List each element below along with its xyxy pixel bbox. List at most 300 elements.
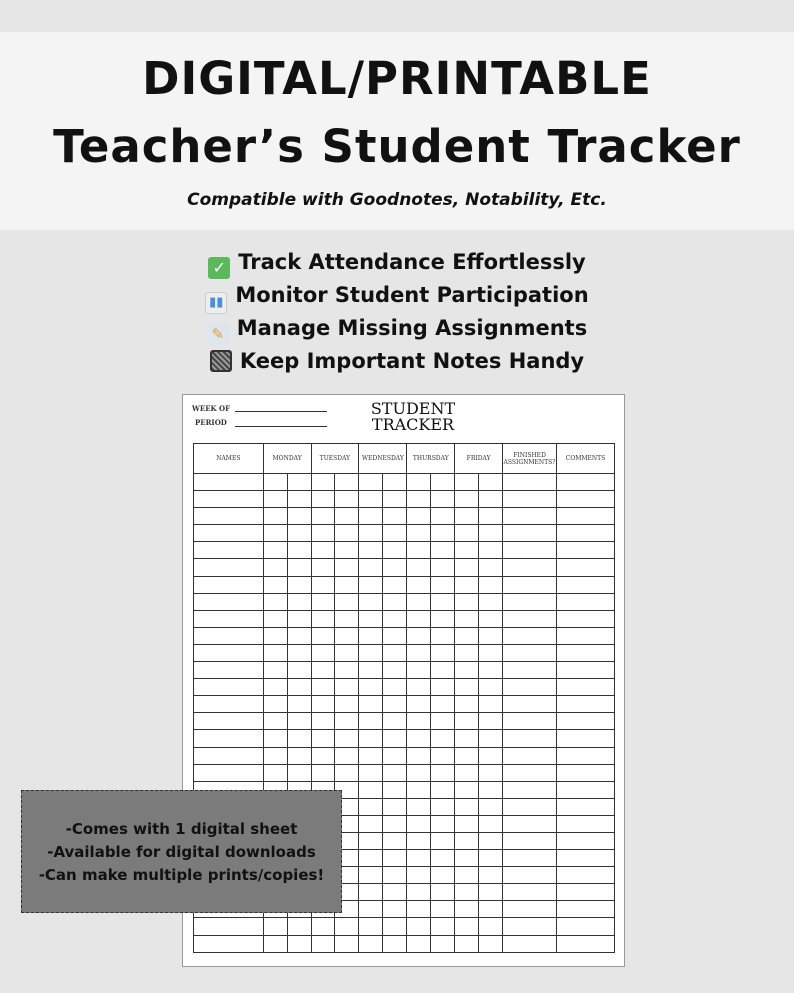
table-cell[interactable] — [479, 576, 503, 593]
table-cell[interactable] — [431, 508, 455, 525]
table-cell[interactable] — [557, 679, 615, 696]
table-cell[interactable] — [431, 935, 455, 952]
table-cell[interactable] — [335, 627, 359, 644]
table-cell[interactable] — [407, 679, 431, 696]
table-cell[interactable] — [263, 730, 287, 747]
table-cell[interactable] — [335, 918, 359, 935]
table-cell[interactable] — [287, 679, 311, 696]
table-cell[interactable] — [407, 593, 431, 610]
table-cell[interactable] — [431, 884, 455, 901]
table-cell[interactable] — [455, 474, 479, 491]
table-cell[interactable] — [455, 730, 479, 747]
table-cell[interactable] — [335, 644, 359, 661]
table-cell[interactable] — [479, 491, 503, 508]
table-cell[interactable] — [263, 593, 287, 610]
table-cell[interactable] — [359, 593, 383, 610]
table-cell[interactable] — [407, 474, 431, 491]
table-cell[interactable] — [287, 730, 311, 747]
table-cell[interactable] — [431, 627, 455, 644]
table-cell[interactable] — [431, 850, 455, 867]
table-cell[interactable] — [383, 679, 407, 696]
table-cell[interactable] — [287, 610, 311, 627]
table-cell[interactable] — [407, 867, 431, 884]
table-cell[interactable] — [431, 764, 455, 781]
table-cell[interactable] — [479, 901, 503, 918]
table-cell[interactable] — [383, 747, 407, 764]
table-cell[interactable] — [431, 713, 455, 730]
table-cell[interactable] — [383, 610, 407, 627]
table-cell[interactable] — [194, 491, 264, 508]
table-cell[interactable] — [335, 542, 359, 559]
table-cell[interactable] — [194, 627, 264, 644]
table-cell[interactable] — [311, 764, 335, 781]
table-cell[interactable] — [503, 559, 557, 576]
table-cell[interactable] — [194, 508, 264, 525]
table-cell[interactable] — [407, 781, 431, 798]
table-cell[interactable] — [455, 815, 479, 832]
table-cell[interactable] — [431, 644, 455, 661]
table-cell[interactable] — [194, 662, 264, 679]
table-cell[interactable] — [287, 764, 311, 781]
table-cell[interactable] — [455, 644, 479, 661]
table-cell[interactable] — [359, 918, 383, 935]
table-cell[interactable] — [479, 627, 503, 644]
table-cell[interactable] — [503, 781, 557, 798]
table-cell[interactable] — [557, 781, 615, 798]
table-cell[interactable] — [503, 764, 557, 781]
table-cell[interactable] — [479, 696, 503, 713]
table-cell[interactable] — [383, 832, 407, 849]
table-cell[interactable] — [383, 474, 407, 491]
table-cell[interactable] — [557, 610, 615, 627]
table-cell[interactable] — [503, 525, 557, 542]
table-cell[interactable] — [407, 884, 431, 901]
table-cell[interactable] — [359, 474, 383, 491]
table-cell[interactable] — [407, 696, 431, 713]
table-cell[interactable] — [557, 832, 615, 849]
table-cell[interactable] — [503, 884, 557, 901]
table-cell[interactable] — [359, 679, 383, 696]
table-cell[interactable] — [431, 832, 455, 849]
table-cell[interactable] — [455, 867, 479, 884]
table-cell[interactable] — [311, 627, 335, 644]
table-cell[interactable] — [383, 935, 407, 952]
table-cell[interactable] — [431, 815, 455, 832]
table-cell[interactable] — [359, 901, 383, 918]
table-cell[interactable] — [335, 730, 359, 747]
table-cell[interactable] — [263, 747, 287, 764]
table-cell[interactable] — [311, 935, 335, 952]
table-cell[interactable] — [335, 713, 359, 730]
table-cell[interactable] — [455, 610, 479, 627]
table-cell[interactable] — [407, 850, 431, 867]
table-cell[interactable] — [287, 491, 311, 508]
table-cell[interactable] — [431, 867, 455, 884]
table-cell[interactable] — [407, 935, 431, 952]
table-cell[interactable] — [311, 747, 335, 764]
table-cell[interactable] — [407, 525, 431, 542]
table-cell[interactable] — [455, 935, 479, 952]
table-cell[interactable] — [557, 696, 615, 713]
table-cell[interactable] — [194, 474, 264, 491]
table-cell[interactable] — [263, 644, 287, 661]
table-cell[interactable] — [335, 525, 359, 542]
table-cell[interactable] — [263, 662, 287, 679]
table-cell[interactable] — [287, 508, 311, 525]
table-cell[interactable] — [557, 627, 615, 644]
table-cell[interactable] — [287, 593, 311, 610]
table-cell[interactable] — [455, 542, 479, 559]
table-cell[interactable] — [311, 713, 335, 730]
table-cell[interactable] — [503, 901, 557, 918]
table-cell[interactable] — [431, 474, 455, 491]
table-cell[interactable] — [479, 832, 503, 849]
table-cell[interactable] — [194, 525, 264, 542]
table-cell[interactable] — [503, 850, 557, 867]
table-cell[interactable] — [503, 474, 557, 491]
table-cell[interactable] — [383, 491, 407, 508]
table-cell[interactable] — [311, 696, 335, 713]
table-cell[interactable] — [359, 850, 383, 867]
table-cell[interactable] — [383, 644, 407, 661]
table-cell[interactable] — [383, 696, 407, 713]
table-cell[interactable] — [359, 867, 383, 884]
table-cell[interactable] — [407, 832, 431, 849]
table-cell[interactable] — [263, 474, 287, 491]
table-cell[interactable] — [383, 593, 407, 610]
table-cell[interactable] — [383, 867, 407, 884]
table-cell[interactable] — [479, 542, 503, 559]
table-cell[interactable] — [359, 559, 383, 576]
table-cell[interactable] — [557, 474, 615, 491]
table-cell[interactable] — [479, 764, 503, 781]
table-cell[interactable] — [407, 918, 431, 935]
table-cell[interactable] — [431, 593, 455, 610]
table-cell[interactable] — [431, 747, 455, 764]
table-cell[interactable] — [287, 935, 311, 952]
table-cell[interactable] — [194, 696, 264, 713]
table-cell[interactable] — [383, 627, 407, 644]
table-cell[interactable] — [263, 935, 287, 952]
table-cell[interactable] — [557, 850, 615, 867]
table-cell[interactable] — [557, 867, 615, 884]
table-cell[interactable] — [431, 542, 455, 559]
table-cell[interactable] — [383, 525, 407, 542]
table-cell[interactable] — [287, 662, 311, 679]
table-cell[interactable] — [503, 713, 557, 730]
table-cell[interactable] — [335, 747, 359, 764]
table-cell[interactable] — [194, 713, 264, 730]
table-cell[interactable] — [311, 918, 335, 935]
table-cell[interactable] — [479, 593, 503, 610]
table-cell[interactable] — [557, 559, 615, 576]
table-cell[interactable] — [557, 576, 615, 593]
table-cell[interactable] — [263, 576, 287, 593]
table-cell[interactable] — [194, 935, 264, 952]
table-cell[interactable] — [407, 764, 431, 781]
table-cell[interactable] — [287, 559, 311, 576]
table-cell[interactable] — [311, 679, 335, 696]
table-cell[interactable] — [407, 644, 431, 661]
table-cell[interactable] — [557, 764, 615, 781]
table-cell[interactable] — [503, 593, 557, 610]
table-cell[interactable] — [557, 525, 615, 542]
table-cell[interactable] — [287, 918, 311, 935]
table-cell[interactable] — [431, 610, 455, 627]
table-cell[interactable] — [311, 474, 335, 491]
table-cell[interactable] — [431, 491, 455, 508]
table-cell[interactable] — [359, 576, 383, 593]
table-cell[interactable] — [194, 576, 264, 593]
table-cell[interactable] — [407, 815, 431, 832]
table-cell[interactable] — [383, 815, 407, 832]
table-cell[interactable] — [503, 610, 557, 627]
table-cell[interactable] — [194, 542, 264, 559]
table-cell[interactable] — [431, 559, 455, 576]
table-cell[interactable] — [287, 696, 311, 713]
table-cell[interactable] — [383, 764, 407, 781]
table-cell[interactable] — [383, 662, 407, 679]
table-cell[interactable] — [455, 679, 479, 696]
table-cell[interactable] — [503, 644, 557, 661]
table-cell[interactable] — [407, 542, 431, 559]
table-cell[interactable] — [431, 696, 455, 713]
table-cell[interactable] — [557, 798, 615, 815]
table-cell[interactable] — [263, 508, 287, 525]
table-cell[interactable] — [263, 679, 287, 696]
table-cell[interactable] — [503, 662, 557, 679]
table-cell[interactable] — [383, 798, 407, 815]
table-cell[interactable] — [383, 713, 407, 730]
table-cell[interactable] — [359, 525, 383, 542]
table-cell[interactable] — [479, 644, 503, 661]
table-cell[interactable] — [455, 627, 479, 644]
table-cell[interactable] — [311, 525, 335, 542]
table-cell[interactable] — [431, 576, 455, 593]
table-cell[interactable] — [287, 747, 311, 764]
table-cell[interactable] — [557, 747, 615, 764]
table-cell[interactable] — [455, 713, 479, 730]
table-cell[interactable] — [407, 559, 431, 576]
table-cell[interactable] — [431, 679, 455, 696]
table-cell[interactable] — [557, 662, 615, 679]
table-cell[interactable] — [455, 850, 479, 867]
table-cell[interactable] — [455, 764, 479, 781]
table-cell[interactable] — [383, 781, 407, 798]
table-cell[interactable] — [383, 559, 407, 576]
table-cell[interactable] — [359, 662, 383, 679]
table-cell[interactable] — [359, 935, 383, 952]
table-cell[interactable] — [335, 764, 359, 781]
table-cell[interactable] — [263, 559, 287, 576]
table-cell[interactable] — [359, 781, 383, 798]
table-cell[interactable] — [455, 508, 479, 525]
table-cell[interactable] — [557, 730, 615, 747]
table-cell[interactable] — [503, 935, 557, 952]
table-cell[interactable] — [479, 747, 503, 764]
table-cell[interactable] — [557, 644, 615, 661]
table-cell[interactable] — [335, 474, 359, 491]
table-cell[interactable] — [194, 918, 264, 935]
table-cell[interactable] — [335, 508, 359, 525]
table-cell[interactable] — [479, 867, 503, 884]
table-cell[interactable] — [407, 610, 431, 627]
table-cell[interactable] — [383, 576, 407, 593]
table-cell[interactable] — [479, 730, 503, 747]
table-cell[interactable] — [479, 508, 503, 525]
table-cell[interactable] — [359, 696, 383, 713]
table-cell[interactable] — [287, 713, 311, 730]
table-cell[interactable] — [194, 644, 264, 661]
table-cell[interactable] — [455, 901, 479, 918]
table-cell[interactable] — [503, 627, 557, 644]
table-cell[interactable] — [431, 798, 455, 815]
table-cell[interactable] — [383, 730, 407, 747]
table-cell[interactable] — [557, 901, 615, 918]
table-cell[interactable] — [455, 747, 479, 764]
table-cell[interactable] — [479, 525, 503, 542]
table-cell[interactable] — [503, 815, 557, 832]
table-cell[interactable] — [311, 593, 335, 610]
table-cell[interactable] — [455, 884, 479, 901]
table-cell[interactable] — [455, 832, 479, 849]
table-cell[interactable] — [335, 593, 359, 610]
table-cell[interactable] — [263, 696, 287, 713]
table-cell[interactable] — [263, 525, 287, 542]
table-cell[interactable] — [407, 747, 431, 764]
table-cell[interactable] — [263, 542, 287, 559]
table-cell[interactable] — [503, 542, 557, 559]
table-cell[interactable] — [407, 713, 431, 730]
table-cell[interactable] — [503, 696, 557, 713]
table-cell[interactable] — [503, 730, 557, 747]
table-cell[interactable] — [263, 627, 287, 644]
table-cell[interactable] — [383, 884, 407, 901]
table-cell[interactable] — [263, 491, 287, 508]
table-cell[interactable] — [503, 747, 557, 764]
table-cell[interactable] — [407, 491, 431, 508]
table-cell[interactable] — [479, 884, 503, 901]
table-cell[interactable] — [407, 798, 431, 815]
table-cell[interactable] — [263, 713, 287, 730]
table-cell[interactable] — [455, 525, 479, 542]
table-cell[interactable] — [431, 730, 455, 747]
table-cell[interactable] — [194, 559, 264, 576]
table-cell[interactable] — [557, 815, 615, 832]
table-cell[interactable] — [479, 610, 503, 627]
table-cell[interactable] — [359, 644, 383, 661]
table-cell[interactable] — [359, 610, 383, 627]
table-cell[interactable] — [335, 935, 359, 952]
table-cell[interactable] — [503, 508, 557, 525]
table-cell[interactable] — [431, 662, 455, 679]
table-cell[interactable] — [311, 559, 335, 576]
table-cell[interactable] — [503, 491, 557, 508]
table-cell[interactable] — [383, 542, 407, 559]
table-cell[interactable] — [479, 815, 503, 832]
table-cell[interactable] — [359, 832, 383, 849]
table-cell[interactable] — [311, 662, 335, 679]
table-cell[interactable] — [407, 730, 431, 747]
table-cell[interactable] — [359, 542, 383, 559]
table-cell[interactable] — [335, 696, 359, 713]
table-cell[interactable] — [557, 935, 615, 952]
table-cell[interactable] — [383, 850, 407, 867]
table-cell[interactable] — [383, 901, 407, 918]
table-cell[interactable] — [335, 679, 359, 696]
table-cell[interactable] — [479, 559, 503, 576]
table-cell[interactable] — [311, 730, 335, 747]
table-cell[interactable] — [557, 508, 615, 525]
table-cell[interactable] — [455, 593, 479, 610]
table-cell[interactable] — [557, 491, 615, 508]
table-cell[interactable] — [287, 474, 311, 491]
table-cell[interactable] — [479, 798, 503, 815]
table-cell[interactable] — [455, 798, 479, 815]
table-cell[interactable] — [359, 747, 383, 764]
table-cell[interactable] — [431, 918, 455, 935]
table-cell[interactable] — [455, 559, 479, 576]
table-cell[interactable] — [311, 542, 335, 559]
table-cell[interactable] — [455, 576, 479, 593]
table-cell[interactable] — [557, 884, 615, 901]
table-cell[interactable] — [194, 610, 264, 627]
table-cell[interactable] — [359, 884, 383, 901]
table-cell[interactable] — [479, 474, 503, 491]
table-cell[interactable] — [335, 559, 359, 576]
table-cell[interactable] — [194, 730, 264, 747]
table-cell[interactable] — [479, 713, 503, 730]
table-cell[interactable] — [287, 627, 311, 644]
table-cell[interactable] — [311, 491, 335, 508]
table-cell[interactable] — [311, 610, 335, 627]
table-cell[interactable] — [557, 918, 615, 935]
table-cell[interactable] — [407, 508, 431, 525]
table-cell[interactable] — [479, 850, 503, 867]
table-cell[interactable] — [311, 576, 335, 593]
table-cell[interactable] — [263, 764, 287, 781]
table-cell[interactable] — [479, 918, 503, 935]
table-cell[interactable] — [503, 679, 557, 696]
table-cell[interactable] — [407, 901, 431, 918]
table-cell[interactable] — [407, 627, 431, 644]
table-cell[interactable] — [557, 713, 615, 730]
table-cell[interactable] — [503, 576, 557, 593]
table-cell[interactable] — [455, 918, 479, 935]
table-cell[interactable] — [383, 508, 407, 525]
table-cell[interactable] — [455, 781, 479, 798]
table-cell[interactable] — [194, 679, 264, 696]
table-cell[interactable] — [479, 935, 503, 952]
table-cell[interactable] — [287, 525, 311, 542]
table-cell[interactable] — [359, 627, 383, 644]
table-cell[interactable] — [479, 781, 503, 798]
table-cell[interactable] — [431, 901, 455, 918]
table-cell[interactable] — [311, 508, 335, 525]
table-cell[interactable] — [263, 918, 287, 935]
table-cell[interactable] — [287, 644, 311, 661]
table-cell[interactable] — [359, 815, 383, 832]
table-cell[interactable] — [503, 798, 557, 815]
table-cell[interactable] — [431, 525, 455, 542]
table-cell[interactable] — [359, 508, 383, 525]
table-cell[interactable] — [335, 610, 359, 627]
table-cell[interactable] — [335, 662, 359, 679]
table-cell[interactable] — [407, 576, 431, 593]
table-cell[interactable] — [455, 662, 479, 679]
table-cell[interactable] — [194, 764, 264, 781]
table-cell[interactable] — [557, 542, 615, 559]
